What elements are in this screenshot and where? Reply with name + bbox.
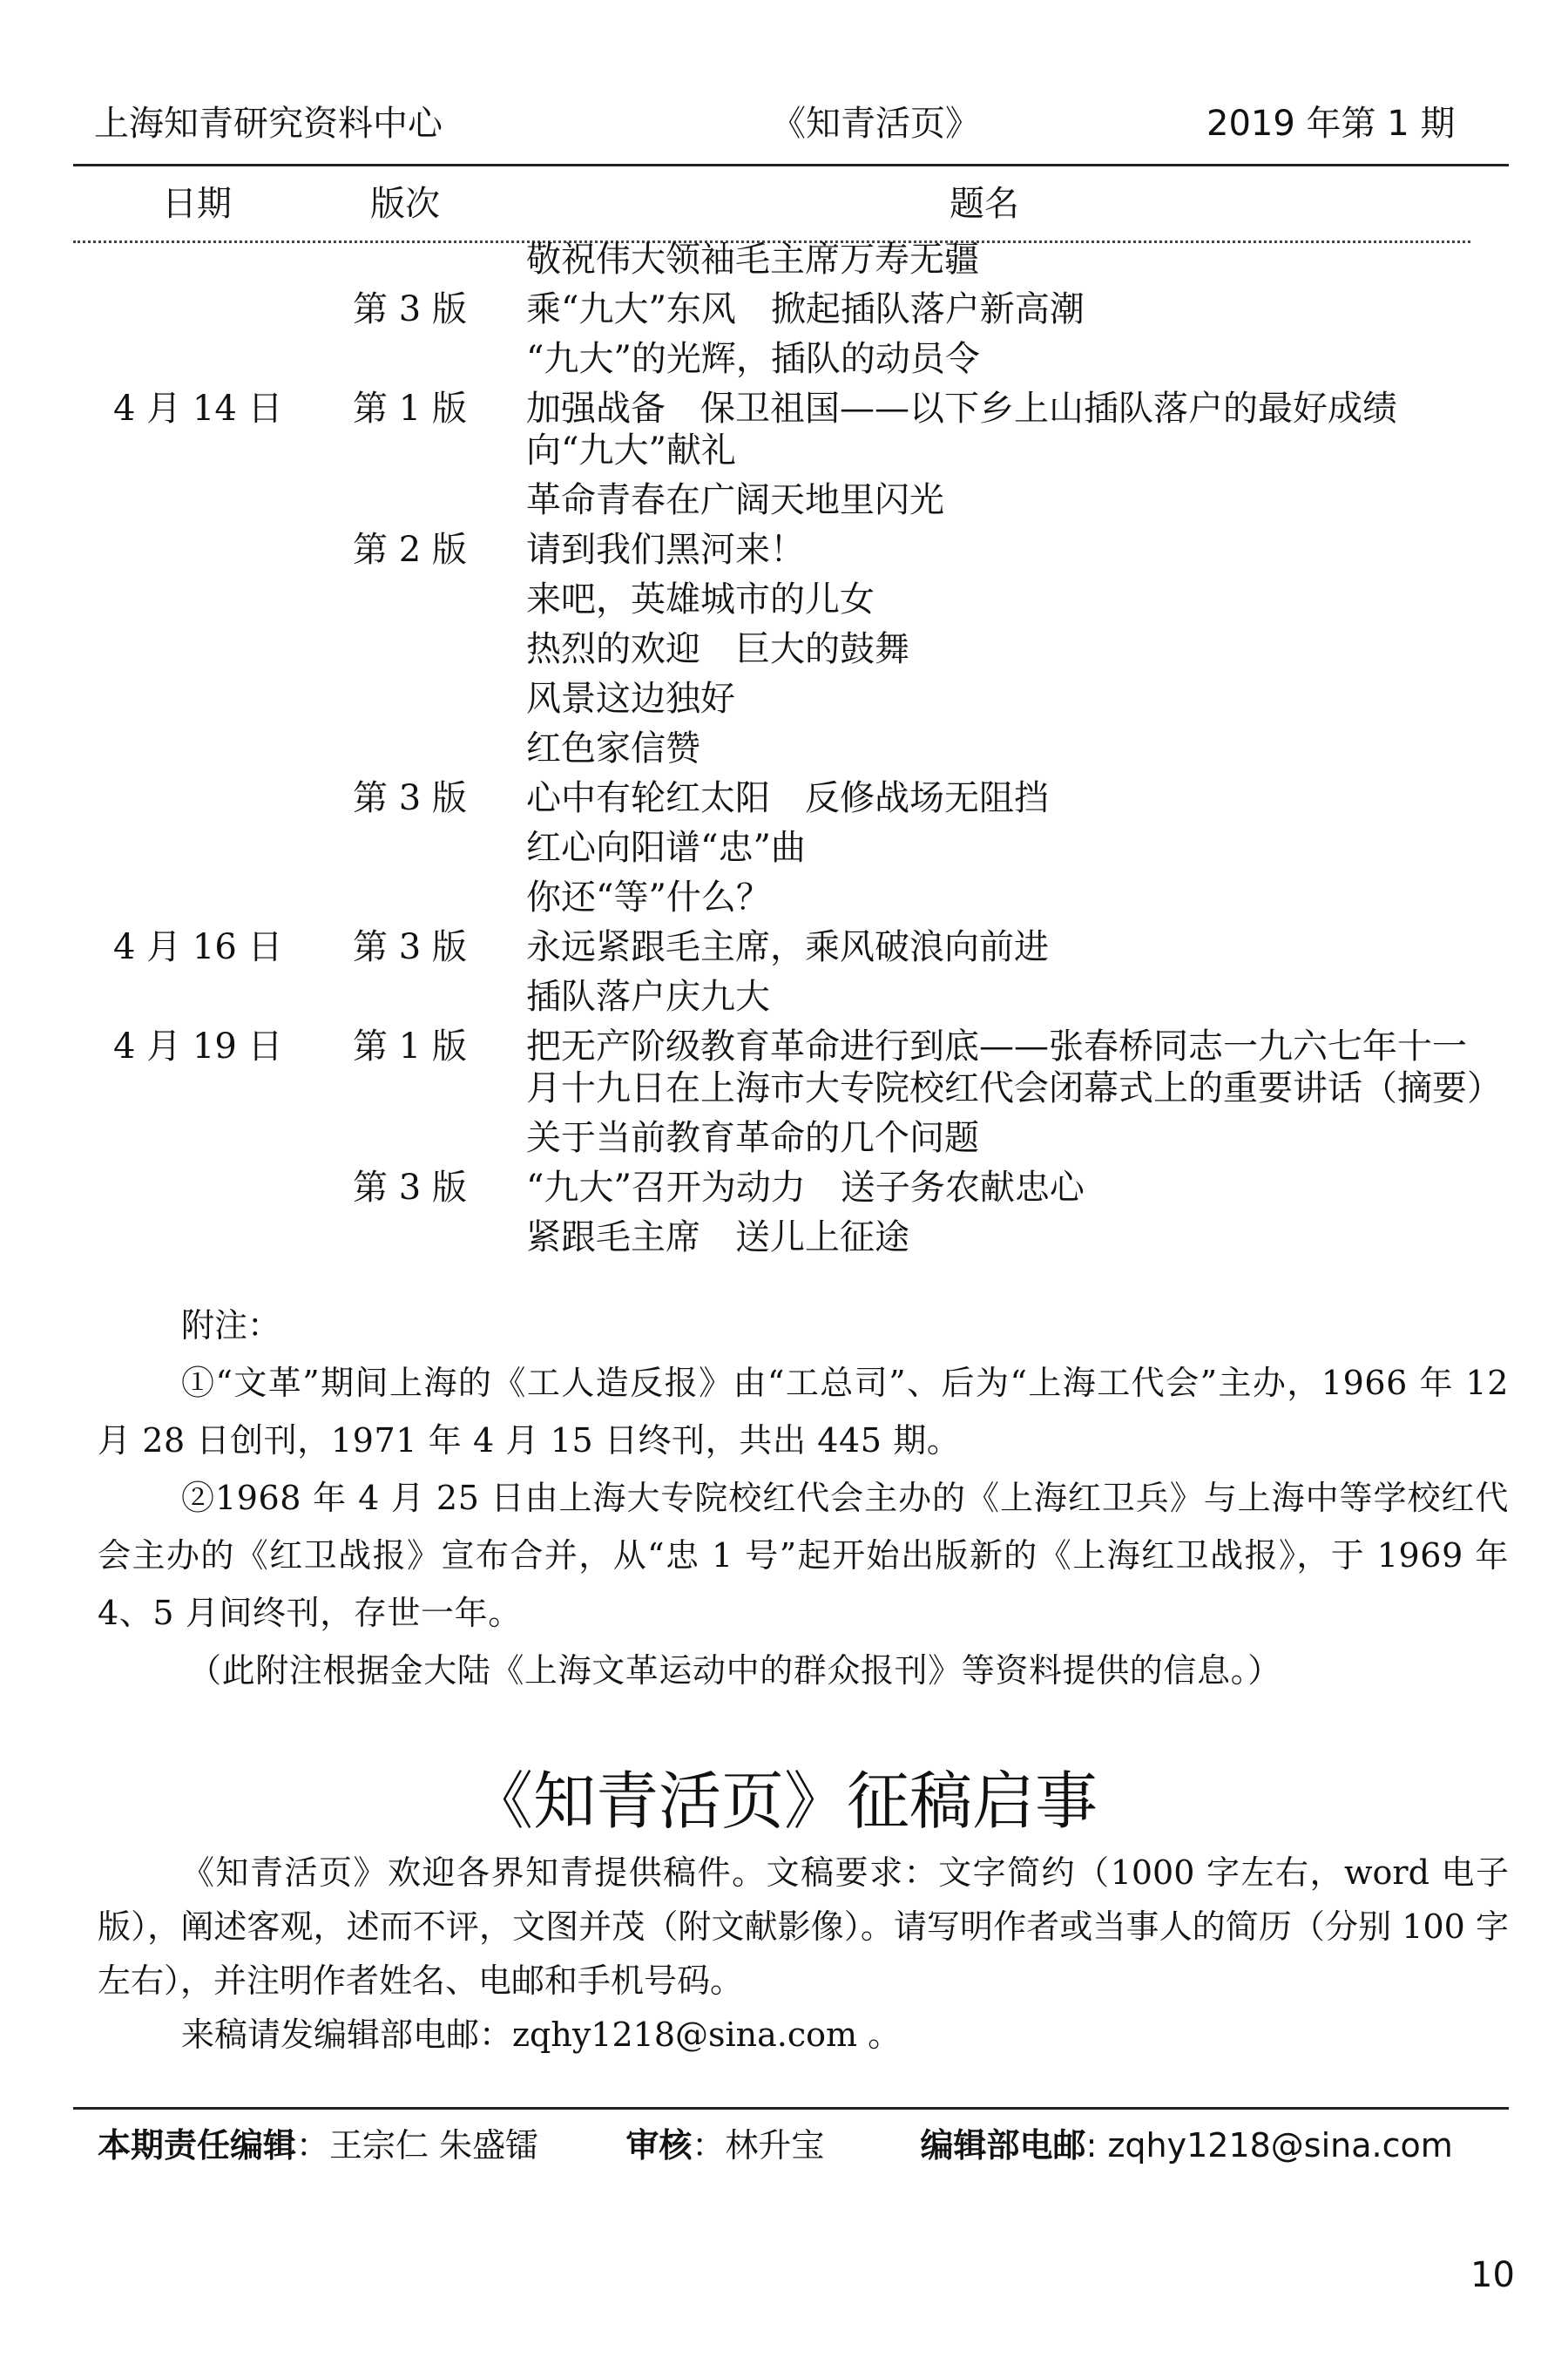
row-title: “九大”的光辉，插队的动员令 <box>526 339 980 379</box>
table-row <box>0 873 1568 923</box>
note-source: （此附注根据金大陆《上海文革运动中的群众报刊》等资料提供的信息。） <box>188 1651 1281 1690</box>
call-paragraph: 《知青活页》欢迎各界知青提供稿件。文稿要求：文字简约（1000 字左右，word 电子版），阐述客观，述而不评，文图并茂（附文献影像）。请写明作者或当事人的简历（分别 100 字左右），并注明作者姓名、电邮和手机号码。 <box>98 1853 1509 2000</box>
note-item-1: ①“文革”期间上海的《工人造反报》由“工总司”、后为“上海工代会”主办，1966 年 12 月 28 日创刊，1971 年 4 月 15 日终刊，共出 445 期。 <box>98 1364 1509 1460</box>
row-date: 4 月 19 日 <box>113 1026 283 1067</box>
note-item-2: ②1968 年 4 月 25 日由上海大专院校红代会主办的《上海红卫兵》与上海中等学校红代会主办的《红卫战报》宣布合并，从“忠 1 号”起开始出版新的《上海红卫战报》，于 1969 年 4、5 月间终刊，存世一年。 <box>98 1479 1509 1632</box>
table-row <box>0 625 1568 674</box>
table-row <box>0 1114 1568 1163</box>
row-title: 插队落户庆九大 <box>526 977 770 1017</box>
table-row <box>0 285 1568 335</box>
row-title: 你还“等”什么？ <box>526 877 771 918</box>
table-row <box>0 674 1568 724</box>
index-table <box>0 235 1568 1263</box>
notes-label: 附注： <box>181 1306 281 1345</box>
column-header-date: 日期 <box>162 184 232 224</box>
header-issue: 2019 年第 1 期 <box>1206 104 1456 144</box>
row-title: 乘“九大”东风 掀起插队落户新高潮 <box>526 289 1085 329</box>
table-row <box>0 923 1568 972</box>
editors-names: 王宗仁 朱盛镭 <box>329 2126 539 2165</box>
editorial-email: zqhy1218@sina.com <box>1107 2126 1453 2165</box>
table-row <box>0 384 1568 476</box>
table-row <box>0 235 1568 285</box>
table-row <box>0 335 1568 384</box>
header-rule <box>73 164 1509 166</box>
review-label: 审核 <box>625 2126 693 2165</box>
header-publication: 《知青活页》 <box>771 104 980 144</box>
row-page: 第 3 版 <box>353 927 467 967</box>
call-for-papers-body <box>98 1846 1509 2062</box>
row-date: 4 月 14 日 <box>113 389 283 429</box>
row-page: 第 1 版 <box>353 389 467 429</box>
row-title: 来吧，英雄城市的儿女 <box>526 579 875 620</box>
row-page: 第 3 版 <box>353 778 467 818</box>
table-row <box>0 724 1568 774</box>
row-title: 永远紧跟毛主席，乘风破浪向前进 <box>526 927 1049 967</box>
table-row <box>0 575 1568 625</box>
page-number: 10 <box>1470 2255 1515 2295</box>
header-org: 上海知青研究资料中心 <box>94 104 443 144</box>
call-email-line: 来稿请发编辑部电邮：zqhy1218@sina.com 。 <box>181 2016 902 2054</box>
call-for-papers-title: 《知青活页》征稿启事 <box>470 1765 1098 1838</box>
row-title: 请到我们黑河来！ <box>526 530 805 570</box>
table-row <box>0 1213 1568 1263</box>
row-title: 把无产阶级教育革命进行到底——张春桥同志一九六七年十一月十九日在上海市大专院校红代会闭幕式上的重要讲话（摘要） <box>526 1026 1502 1108</box>
row-title: 风景这边独好 <box>526 679 735 719</box>
table-row <box>0 1163 1568 1213</box>
column-header-page: 版次 <box>370 184 440 224</box>
table-row <box>0 476 1568 525</box>
table-row <box>0 525 1568 575</box>
row-title: 革命青春在广阔天地里闪光 <box>526 480 944 520</box>
row-title: 加强战备 保卫祖国——以下乡上山插队落户的最好成绩向“九大”献礼 <box>526 389 1397 471</box>
row-page: 第 2 版 <box>353 530 467 570</box>
notes-section <box>98 1354 1509 1699</box>
reviewer-name: 林升宝 <box>725 2126 825 2165</box>
row-title: 关于当前教育革命的几个问题 <box>526 1118 979 1158</box>
row-title: 红色家信赞 <box>526 728 700 769</box>
row-page: 第 3 版 <box>353 289 467 329</box>
editors-label: 本期责任编辑 <box>98 2126 297 2165</box>
footer-credits: 本期责任编辑：王宗仁 朱盛镭 审核：林升宝 编辑部电邮: zqhy1218@sina.com <box>98 2126 1453 2165</box>
row-title: 红心向阳谱“忠”曲 <box>526 828 806 868</box>
row-title: 心中有轮红太阳 反修战场无阻挡 <box>526 778 1049 818</box>
column-header-title: 题名 <box>950 184 1019 224</box>
table-row <box>0 972 1568 1022</box>
row-page: 第 3 版 <box>353 1168 467 1208</box>
row-title: 紧跟毛主席 送儿上征途 <box>526 1217 909 1257</box>
email-label: 编辑部电邮 <box>920 2126 1086 2165</box>
row-date: 4 月 16 日 <box>113 927 283 967</box>
table-row <box>0 1022 1568 1114</box>
table-row <box>0 774 1568 823</box>
table-row <box>0 823 1568 873</box>
row-title: “九大”召开为动力 送子务农献忠心 <box>526 1168 1085 1208</box>
row-title: 敬祝伟大领袖毛主席万寿无疆 <box>526 240 979 280</box>
row-title: 热烈的欢迎 巨大的鼓舞 <box>526 629 909 669</box>
row-page: 第 1 版 <box>353 1026 467 1067</box>
footer-rule <box>73 2107 1509 2110</box>
